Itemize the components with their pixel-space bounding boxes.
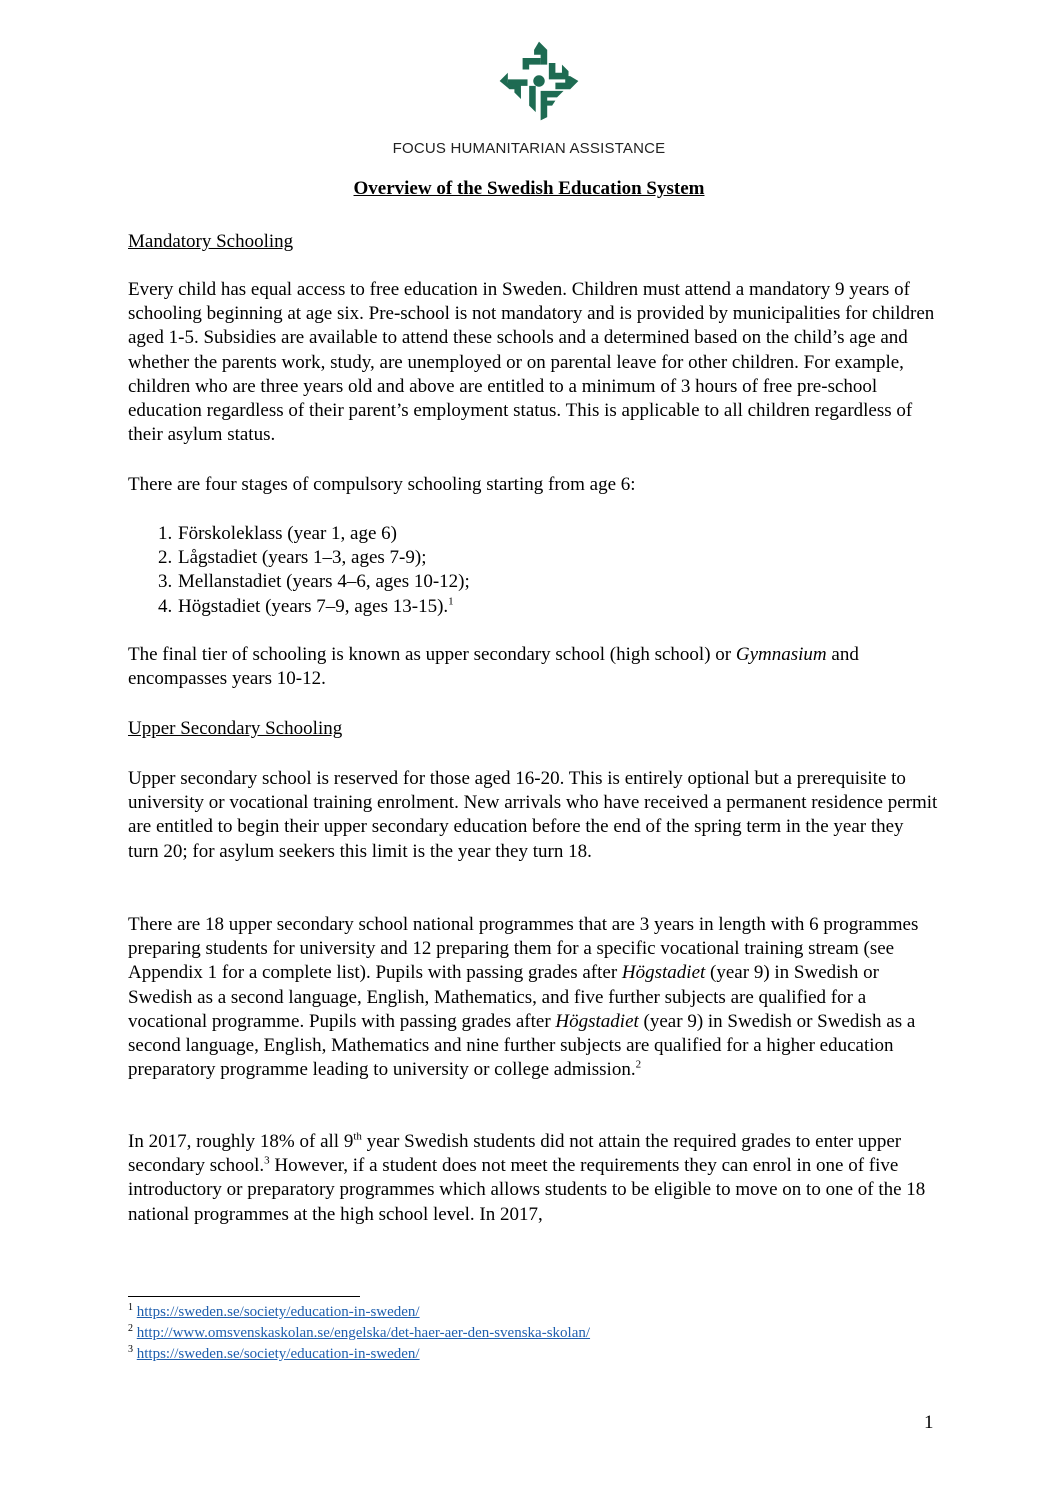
- focus-humanitarian-logo-icon: [498, 40, 580, 122]
- footnote-3: $^3$ https://sweden.se/society/education-in-sweden/: [128, 1344, 420, 1362]
- footnote-ref-2[interactable]: 2: [635, 1058, 642, 1071]
- list-item: 1. Förskoleklass (year 1, age 6): [158, 523, 397, 544]
- footnote-ref-3[interactable]: 3: [264, 1154, 270, 1167]
- page-number: 1: [924, 1412, 934, 1433]
- section-heading-mandatory: Mandatory Schooling: [128, 231, 294, 252]
- paragraph-final-tier: The final tier of schooling is known as upper secondary school (high school) or Gymnasium and encompasses years 10-12.: [128, 644, 859, 690]
- footnote-2: $^2$ http://www.omsvenskaskolan.se/engelska/det-haer-aer-den-svenska-skolan/: [128, 1323, 591, 1341]
- footnote-1: $^1$ https://sweden.se/society/education-in-sweden/: [128, 1302, 420, 1320]
- footnote-link-1[interactable]: https://sweden.se/society/education-in-sweden/: [136, 1304, 420, 1320]
- paragraph-stages-intro: There are four stages of compulsory schooling starting from age 6:: [128, 474, 636, 495]
- paragraph-mandatory: Every child has equal access to free education in Sweden. Children must attend a mandatory 9 years of schooling beginning at age six. Pre-school is not mandatory and is provided by municipalities for children aged 1-5. Subsidies are available to attend these schools and a determined based on the child’s age and whether the parents work, study, are unemployed or on parental leave for other children. For example, children who are three years old and above are entitled to a minimum of 3 hours of free pre-school education regardless of their parent’s employment status. This is applicable to all children regardless of their asylum status.: [128, 279, 935, 446]
- stages-list: [128, 522, 938, 619]
- paragraph-upper-3: In 2017, roughly 18% of all 9th year Swedish students did not attain the required grades to enter upper secondary school.$^3$ However, if a student does not meet the requirements they can enrol in one of five introductory or preparatory programmes which allows students to be eligible to move on to one of the 18 national programmes at the high school level. In 2017,: [128, 1130, 926, 1225]
- page-title: Overview of the Swedish Education System: [353, 178, 705, 199]
- list-item: 4. Högstadiet (years 7–9, ages 13-15).$^1$: [158, 595, 454, 617]
- footnote-link-3[interactable]: https://sweden.se/society/education-in-sweden/: [136, 1346, 420, 1362]
- org-name: FOCUS HUMANITARIAN ASSISTANCE: [392, 140, 666, 157]
- footnote-ref-1[interactable]: 1: [448, 595, 454, 608]
- footnote-divider: [128, 1296, 360, 1297]
- paragraph-upper-2: There are 18 upper secondary school national programmes that are 3 years in length with 6 programmes preparing students for university and 12 preparing them for a specific vocational training stream (see Appendix 1 for a complete list). Pupils with passing grades after Högstadiet (year 9) in Swedish or Swedish as a second language, English, Mathematics, and five further subjects are qualified for a vocational programme. Pupils with passing grades after Högstadiet (year 9) in Swedish or Swedish as a second language, English, Mathematics and nine further subjects are qualified for a higher education preparatory programme leading to university or college admission.$^2$: [128, 914, 919, 1081]
- section-heading-upper-secondary: Upper Secondary Schooling: [128, 718, 343, 739]
- paragraph-upper-1: Upper secondary school is reserved for those aged 16-20. This is entirely optional but a prerequisite to university or vocational training enrolment. New arrivals who have received a permanent residence permit are entitled to begin their upper secondary education before the end of the spring term in the year they turn 20; for asylum seekers this limit is the year they turn 18.: [128, 768, 938, 862]
- list-item: 2. Lågstadiet (years 1–3, ages 7-9);: [158, 547, 427, 569]
- footnote-link-2[interactable]: http://www.omsvenskaskolan.se/engelska/det-haer-aer-den-svenska-skolan/: [136, 1325, 591, 1341]
- list-item: 3. Mellanstadiet (years 4–6, ages 10-12);: [158, 571, 470, 593]
